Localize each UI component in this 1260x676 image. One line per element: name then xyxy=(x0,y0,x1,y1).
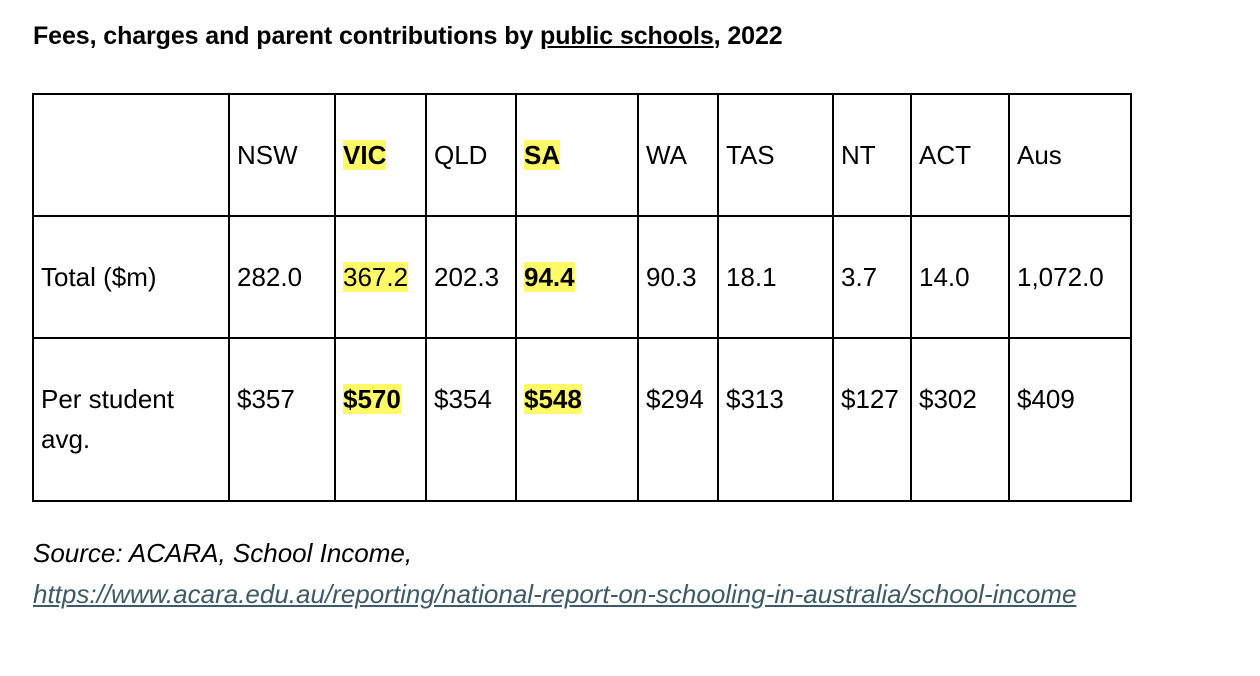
cell-avg-tas: $313 xyxy=(718,338,833,501)
header-cell-sa: SA xyxy=(516,94,638,216)
table-row-total xyxy=(33,216,1131,338)
cell-avg-wa: $294 xyxy=(638,338,718,501)
title-suffix: , 2022 xyxy=(713,22,783,50)
cell-total-nt: 3.7 xyxy=(833,216,911,338)
header-cell-nsw: NSW xyxy=(229,94,335,216)
row-label-total: Total ($m) xyxy=(33,216,229,338)
header-cell-vic: VIC xyxy=(335,94,426,216)
cell-avg-act: $302 xyxy=(911,338,1009,501)
page-title xyxy=(33,22,783,51)
title-prefix: Fees, charges and parent contributions by xyxy=(33,22,541,50)
header-cell-nt: NT xyxy=(833,94,911,216)
header-cell-qld: QLD xyxy=(426,94,516,216)
fees-table xyxy=(32,93,1132,502)
cell-avg-vic: $570 xyxy=(335,338,426,501)
source-link[interactable]: https://www.acara.edu.au/reporting/national-report-on-schooling-in-australia/school-income xyxy=(33,579,1077,609)
header-cell-act: ACT xyxy=(911,94,1009,216)
header-cell-wa: WA xyxy=(638,94,718,216)
title-link-public-schools[interactable]: public schools xyxy=(540,22,714,50)
cell-total-vic: 367.2 xyxy=(335,216,426,338)
header-cell-tas: TAS xyxy=(718,94,833,216)
cell-total-sa: 94.4 xyxy=(516,216,638,338)
cell-total-tas: 18.1 xyxy=(718,216,833,338)
cell-total-qld: 202.3 xyxy=(426,216,516,338)
table-row-per-student xyxy=(33,338,1131,501)
cell-total-aus: 1,072.0 xyxy=(1009,216,1131,338)
cell-avg-qld: $354 xyxy=(426,338,516,501)
source-text: Source: ACARA, School Income, xyxy=(33,538,413,568)
row-label-per-student: Per student avg. xyxy=(33,338,229,501)
cell-total-nsw: 282.0 xyxy=(229,216,335,338)
cell-avg-sa: $548 xyxy=(516,338,638,501)
cell-total-act: 14.0 xyxy=(911,216,1009,338)
cell-avg-aus: $409 xyxy=(1009,338,1131,501)
header-cell-aus: Aus xyxy=(1009,94,1131,216)
table-header-row xyxy=(33,94,1131,216)
cell-avg-nsw: $357 xyxy=(229,338,335,501)
header-cell-empty xyxy=(33,94,229,216)
cell-total-wa: 90.3 xyxy=(638,216,718,338)
cell-avg-nt: $127 xyxy=(833,338,911,501)
source-note xyxy=(33,533,1076,615)
